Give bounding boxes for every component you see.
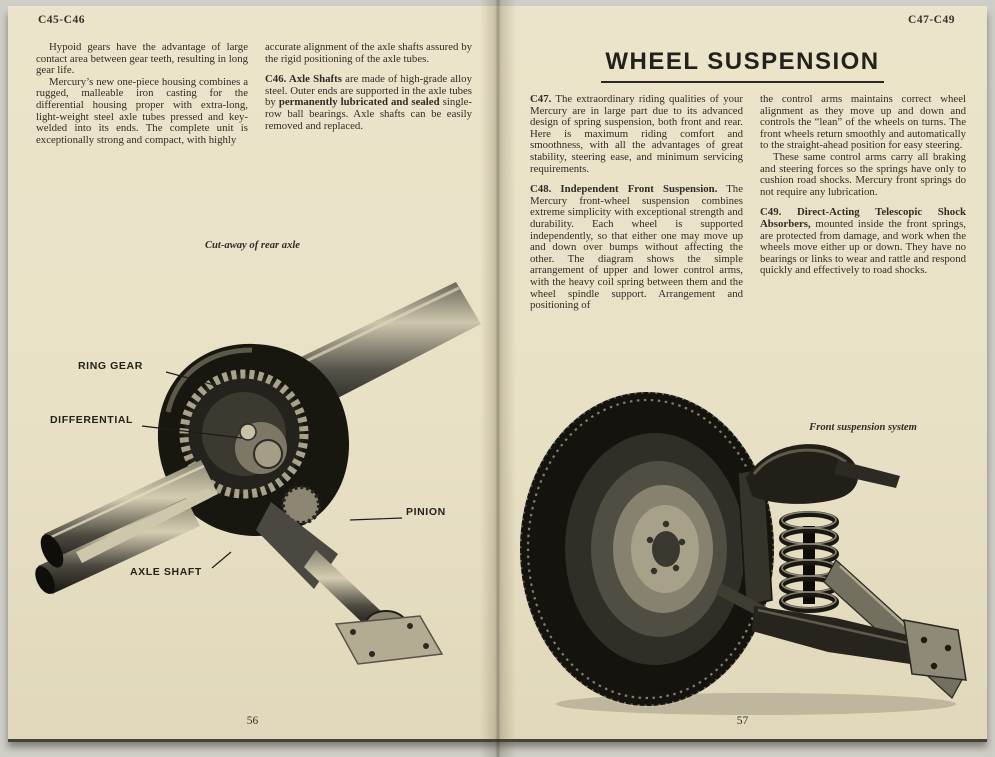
paragraph-hypoid-gears: Hypoid gears have the advantage of large contact area between gear teeth, resulting in long gear life.	[36, 41, 248, 77]
front-suspension-illustration	[506, 378, 974, 723]
paragraph-c49	[760, 207, 966, 277]
section-title-wrap	[498, 48, 987, 83]
paragraph-c47	[530, 94, 743, 175]
paragraph-housing: Mercury’s new one-piece housing combines a rugged, malleable iron casting for the differential housing proper with extra-long, light-weight steel axle tubes pressed and key-welded into its ends. The complete unit is exceptionally strong and compact, with highly	[36, 75, 248, 146]
right-page-number: 57	[736, 715, 749, 727]
right-column-1	[530, 94, 743, 312]
label-ring-gear: RING GEAR	[78, 360, 143, 372]
left-page-number: 56	[246, 715, 259, 727]
left-column-2	[265, 42, 472, 132]
c46-heading: C46. Axle Shafts	[265, 73, 342, 86]
label-axle-shaft: AXLE SHAFT	[130, 566, 202, 578]
c46-text-2: single-row ball bearings. Axle shafts can be easily removed and replaced.	[265, 96, 473, 132]
c49-heading: C49. Direct-Acting Telescopic Shock Absorbers,	[760, 206, 966, 230]
paragraph-c46	[265, 74, 472, 132]
c48-text: The Mercury front-wheel suspension combines extreme simplicity with exceptional strength and durability. Each wheel is supported independently, so that either one may move up and down over bumps without affecting the other. The diagram shows the simple arrangement of upper and lower control arms, with the heavy coil spring between them and the wheel spindle support. Arrangement and positioning of	[530, 183, 743, 312]
book-pages	[8, 6, 987, 739]
rear-axle-illustration	[16, 262, 488, 712]
right-page	[498, 6, 987, 739]
c46-bold-phrase: permanently lubricated and sealed	[278, 96, 440, 109]
c49-text: mounted inside the front springs, are protected from damage, and work when the wheels move either up or down. They have no bearings or links to wear and rattle and respond quickly and effectively to road shocks.	[760, 217, 966, 277]
front-suspension-caption: Front suspension system	[809, 422, 917, 433]
c47-text: The extraordinary riding qualities of your Mercury are in large part due to its advanced design of spring suspension, both front and rear. Here is maximum riding comfort and smoothness, with all the advantages of great stability, steering ease, and minimum servicing requirements.	[530, 93, 743, 175]
c48-heading: C48. Independent Front Suspension.	[530, 183, 718, 196]
paragraph-control-arms: the control arms maintains correct wheel alignment as they move up and down and controls the “lean” of the wheels on turns. The front wheels return smoothly and automatically to the straight-ahead position for easy steering.	[760, 93, 966, 152]
rear-axle-figure	[16, 262, 488, 712]
label-pinion: PINION	[406, 506, 446, 518]
paragraph-c48	[530, 184, 743, 312]
section-title: WHEEL SUSPENSION	[601, 48, 883, 83]
right-running-head: C47-C49	[908, 14, 955, 26]
label-differential: DIFFERENTIAL	[50, 414, 134, 426]
c47-heading: C47.	[530, 93, 552, 105]
c46-text-1: are made of high-grade alloy steel. Outer ends are supported in the axle tubes by	[265, 73, 472, 109]
paragraph-alignment: accurate alignment of the axle shafts assured by the rigid positioning of the axle tubes.	[265, 41, 472, 65]
rear-axle-caption: Cut-away of rear axle	[204, 240, 301, 251]
left-page	[8, 6, 497, 739]
paragraph-braking-forces: These same control arms carry all braking and steering forces so the springs have only to cushion road shocks. Mercury front springs do not require any lubrication.	[760, 150, 966, 198]
left-column-1	[36, 42, 248, 146]
front-suspension-figure	[506, 378, 974, 723]
left-running-head: C45-C46	[38, 14, 85, 26]
right-column-2	[760, 94, 966, 277]
